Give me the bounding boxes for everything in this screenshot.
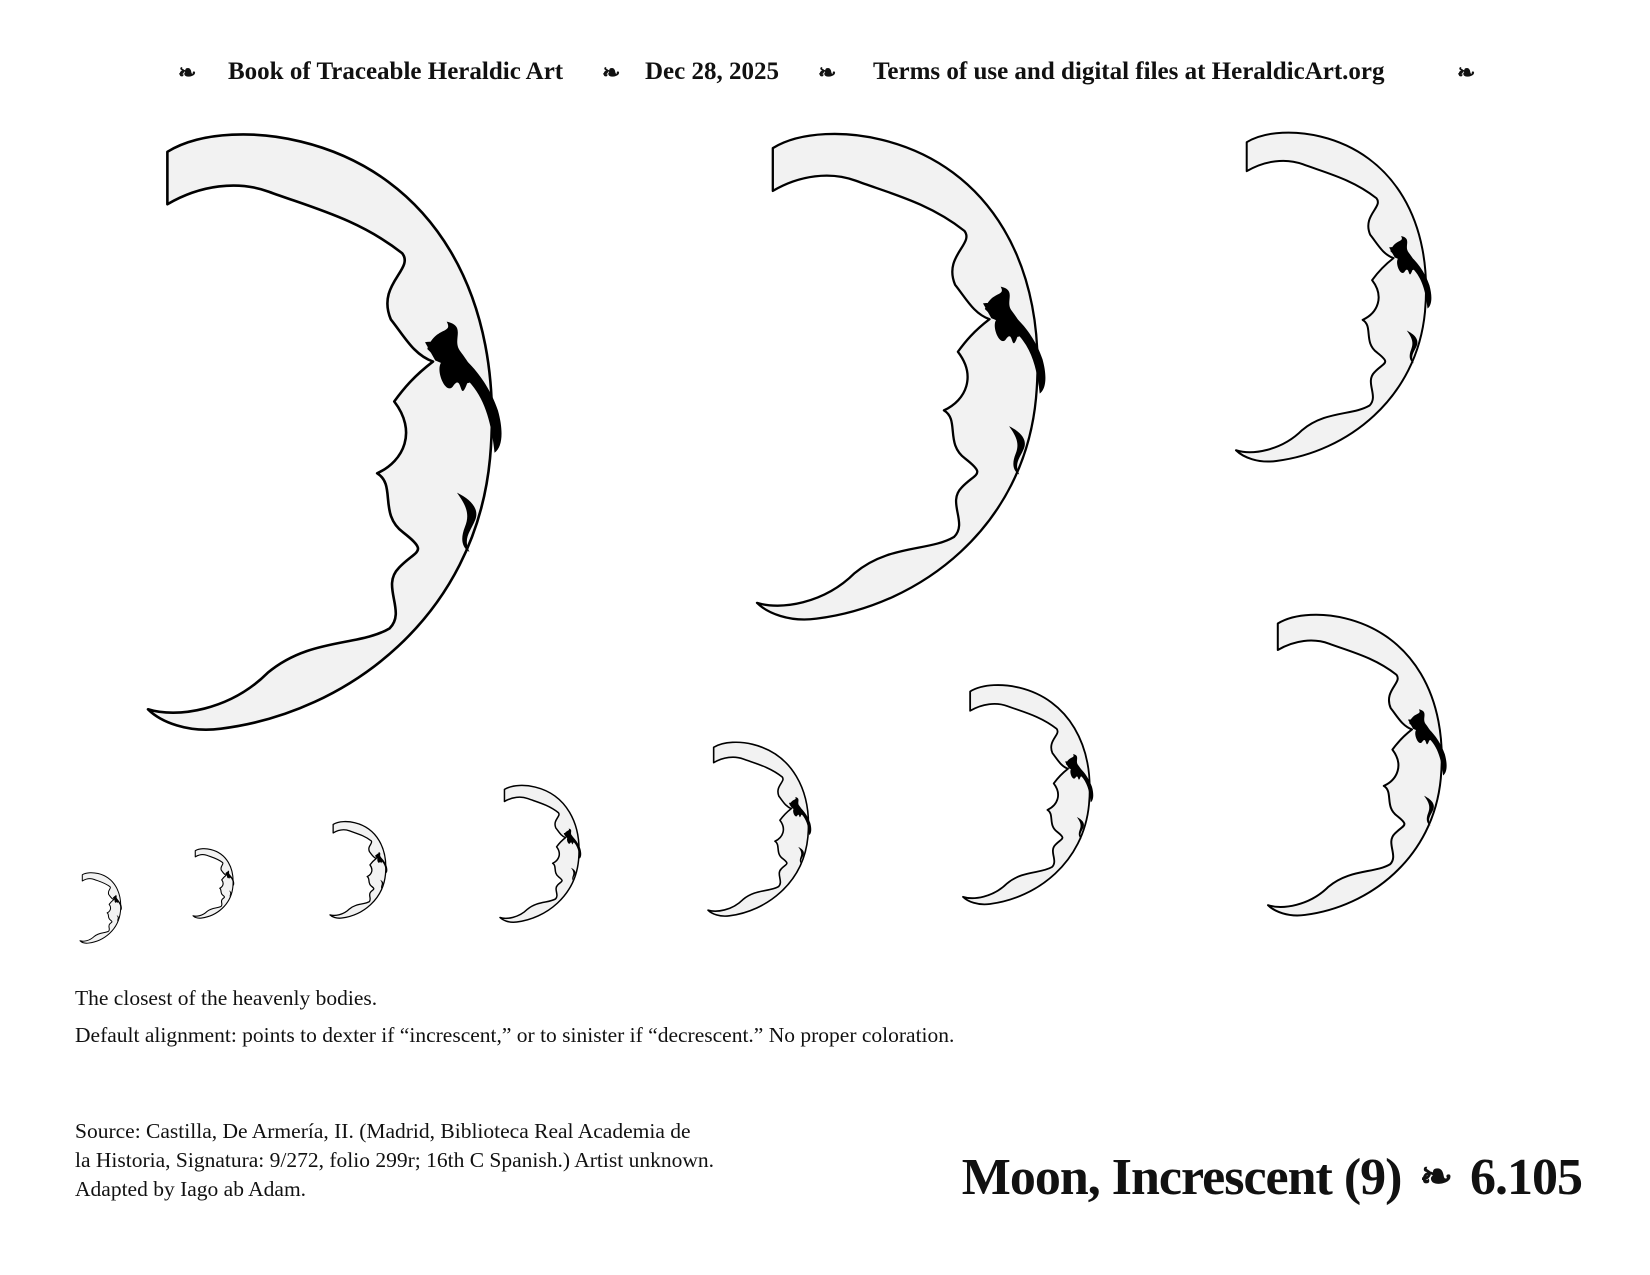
fleuron-ornament: ❧: [818, 60, 837, 85]
source-line: la Historia, Signatura: 9/272, folio 299r; 16th C Spanish.) Artist unknown.: [75, 1148, 714, 1172]
source-line: Source: Castilla, De Armería, II. (Madrid, Biblioteca Real Academia de: [75, 1119, 691, 1143]
plate-title: [962, 1148, 1582, 1207]
plate-name: Moon, Increscent (9): [961, 1149, 1402, 1206]
moon-increscent-face-icon: [330, 822, 387, 919]
moon-increscent-face-icon: [500, 785, 581, 922]
moon-increscent-face-icon: [1236, 133, 1431, 462]
fleuron-ornament: ❧: [602, 60, 621, 85]
moon-increscent-face-icon: [1268, 615, 1447, 916]
fleuron-ornament: ❧: [1419, 1154, 1452, 1199]
moon-increscent-face-icon: [148, 134, 502, 729]
moon-increscent-face-icon: [708, 742, 811, 916]
fleuron-ornament: ❧: [178, 60, 197, 85]
moon-increscent-face-icon: [80, 873, 122, 943]
plate-number: 6.105: [1470, 1149, 1582, 1206]
publication-date: Dec 28, 2025: [645, 58, 779, 85]
moon-increscent-face-icon: [193, 849, 234, 918]
fleuron-ornament: ❧: [1457, 60, 1476, 85]
book-title: Book of Traceable Heraldic Art: [228, 58, 564, 85]
moon-increscent-face-icon: [963, 685, 1093, 904]
source-citation: [75, 1117, 875, 1204]
moon-increscent-face-icon: [757, 134, 1045, 620]
terms-link-text: Terms of use and digital files at HeraldicArt.org: [873, 58, 1385, 85]
description-line-2: Default alignment: points to dexter if “increscent,” or to sinister if “decrescent.” No proper coloration.: [75, 1023, 955, 1047]
source-line: Adapted by Iago ab Adam.: [75, 1177, 307, 1201]
description-line-1: The closest of the heavenly bodies.: [75, 986, 378, 1010]
